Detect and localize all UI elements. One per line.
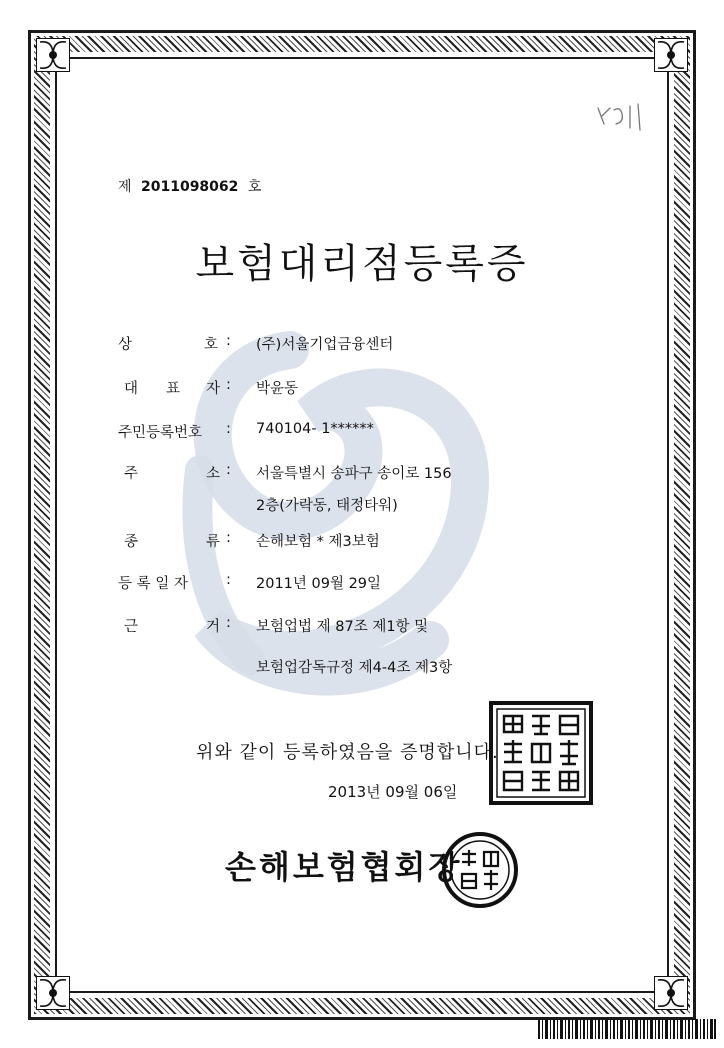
field-colon: : [226, 462, 231, 478]
field-colon: : [226, 530, 231, 546]
field-label: 주 [124, 466, 139, 482]
field-label: 자 [206, 381, 221, 397]
document-number [118, 176, 261, 196]
certification-date: 2013년 09월 06일 [328, 783, 458, 801]
field-label: 표 [166, 381, 181, 397]
corner-ornament-icon [654, 976, 688, 1010]
field-colon: : [226, 377, 231, 393]
field-value: 서울특별시 송파구 송이로 156 [256, 466, 452, 482]
official-round-seal [440, 830, 520, 910]
field-address-line2: 2층(가락동, 태정타워) [256, 498, 398, 514]
field-label: 종 [124, 534, 139, 550]
field-label-suffix: 호 [204, 337, 219, 353]
field-legal-basis-line2: 보험업감독규정 제4-4조 제3항 [256, 660, 453, 676]
corner-ornament-icon [36, 38, 70, 72]
corner-ornament-icon [654, 38, 688, 72]
field-value: 보험업법 제 87조 제1항 및 [256, 619, 429, 635]
field-label: 상 [118, 337, 133, 353]
field-trade-name [118, 333, 394, 354]
document-number-value: 2011098062 [140, 179, 239, 195]
field-label: 대 [124, 381, 139, 397]
field-value: (주)서울기업금융센터 [256, 337, 394, 353]
barcode [538, 1019, 716, 1039]
field-colon: : [226, 615, 231, 631]
field-label: 소 [206, 466, 221, 482]
official-square-seal [488, 700, 594, 806]
corner-ornament-icon [36, 976, 70, 1010]
issuer-name: 손해보험협회장 [225, 848, 463, 886]
field-label: 근 [124, 619, 139, 635]
document-title: 보험대리점등록증 [195, 241, 529, 287]
certification-statement: 위와 같이 등록하였음을 증명합니다. [196, 742, 499, 763]
field-colon: : [226, 421, 231, 437]
field-value: 박윤동 [256, 381, 299, 397]
field-value: 2011년 09월 29일 [256, 576, 382, 592]
field-value: 740104- 1****** [256, 421, 374, 437]
field-label: 주민등록번호 [118, 425, 203, 441]
field-label: 등 록 일 자 [118, 576, 188, 592]
handwritten-note [594, 100, 658, 134]
field-colon: : [226, 572, 231, 588]
document-number-prefix: 제 [118, 179, 132, 195]
document-number-suffix: 호 [247, 179, 262, 195]
field-colon: : [226, 333, 231, 349]
field-label: 거 [206, 619, 221, 635]
field-label: 류 [206, 534, 221, 550]
field-value: 손해보험 * 제3보험 [256, 534, 380, 550]
